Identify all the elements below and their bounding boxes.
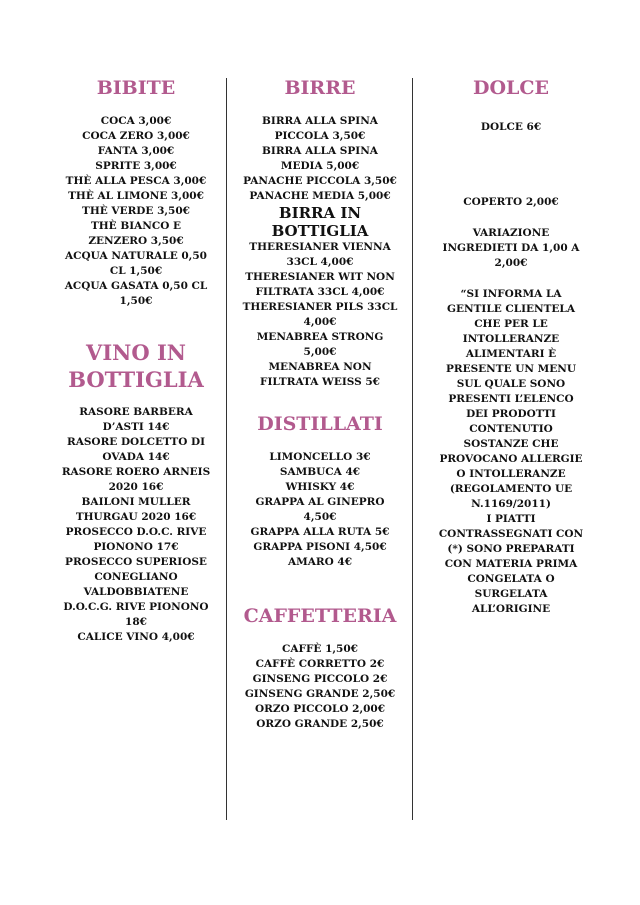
variazione-line: INGREDIETI DA 1,00 A [442,242,580,254]
notice-line: CONTRASSEGNATI CON [438,528,584,540]
list-item: ORZO GRANDE 2,50€ [256,718,384,730]
notice-line: I PIATTI [486,513,536,525]
list-item: THÈ AL LIMONE 3,00€ [68,190,204,202]
list-item: ACQUA GASATA 0,50 CL [64,280,208,292]
column-middle [240,76,400,732]
list-item: RASORE BARBERA [79,406,193,418]
birre-title: BIRRE [284,77,356,99]
list-item: GRAPPA PISONI 4,50€ [253,541,387,553]
notice-line: CONTENUTIO [469,423,553,435]
distillati-title: DISTILLATI [257,413,383,435]
list-item: THERESIANER VIENNA [249,241,391,253]
allergen-notice [426,287,596,617]
notice-line: CONGELATA O [467,573,555,585]
list-item: PROSECCO SUPERIOSE [65,556,207,568]
column-divider-left [226,78,227,820]
list-item: CAFFÈ 1,50€ [282,643,358,655]
birre-bottiglia-list [240,240,400,390]
list-item: BIRRA ALLA SPINA [262,115,378,127]
vino-list [48,405,224,645]
list-item: 5,00€ [303,346,337,358]
birra-bottiglia-heading [240,204,400,240]
list-item: THÈ ALLA PESCA 3,00€ [65,175,207,187]
list-item: SPRITE 3,00€ [95,160,177,172]
notice-line: PRESENTI L’ELENCO [448,393,574,405]
variazione-line: 2,00€ [494,257,528,269]
notice-line: INTOLLERANZE [462,333,560,345]
list-item: ZENZERO 3,50€ [88,235,184,247]
list-item: ACQUA NATURALE 0,50 [65,250,207,262]
bibite-list [48,114,224,309]
bibite-title: BIBITE [96,77,176,99]
notice-line: CON MATERIA PRIMA [444,558,578,570]
distillati-list [240,450,400,570]
list-item: PROSECCO D.O.C. RIVE [65,526,207,538]
vino-title-line1: VINO IN [86,340,186,365]
list-item: THÈ VERDE 3,50€ [82,205,190,217]
list-item: FANTA 3,00€ [97,145,175,157]
vino-title-line2: BOTTIGLIA [68,367,204,392]
notice-line: CHE PER LE [474,318,548,330]
notice-line: ALIMENTARI È [465,348,557,360]
list-item: FILTRATA 33CL 4,00€ [255,286,385,298]
variazione-note [426,226,596,271]
notice-line: N.1169/2011) [471,498,551,510]
notice-line: (REGOLAMENTO UE [449,483,573,495]
list-item: CL 1,50€ [109,265,163,277]
list-item: MENABREA STRONG [256,331,384,343]
list-item: COCA ZERO 3,00€ [82,130,190,142]
column-right [426,76,596,617]
list-item: MEDIA 5,00€ [280,160,360,172]
notice-line: GENTILE CLIENTELA [447,303,575,315]
list-item: THURGAU 2020 16€ [75,511,197,523]
list-item: D’ASTI 14€ [102,421,170,433]
dolce-item: DOLCE 6€ [480,121,542,133]
list-item: D.O.C.G. RIVE PIONONO [63,601,209,613]
list-item: AMARO 4€ [287,556,353,568]
list-item: PICCOLA 3,50€ [274,130,366,142]
notice-line: SOSTANZE CHE [463,438,559,450]
notice-line: DEI PRODOTTI [466,408,556,420]
notice-line: SUL QUALE SONO [456,378,566,390]
variazione-line: VARIAZIONE [472,227,550,239]
list-item: LIMONCELLO 3€ [269,451,371,463]
list-item: THERESIANER WIT NON [245,271,395,283]
list-item: 2020 16€ [108,481,164,493]
caffetteria-title: CAFFETTERIA [243,605,397,627]
list-item: COCA 3,00€ [100,115,172,127]
notice-line: PRESENTE UN MENU [445,363,577,375]
birra-bottiglia-line2: BOTTIGLIA [271,222,369,240]
list-item: SAMBUCA 4€ [279,466,361,478]
coperto-item: COPERTO 2,00€ [463,196,559,208]
dolce-title: DOLCE [473,77,549,99]
list-item: PIONONO 17€ [93,541,179,553]
list-item: GRAPPA ALLA RUTA 5€ [250,526,390,538]
notice-line: SURGELATA [474,588,548,600]
list-item: GRAPPA AL GINEPRO [255,496,385,508]
notice-line: ALL’ORIGINE [471,603,551,615]
list-item: GINSENG GRANDE 2,50€ [244,688,396,700]
column-divider-right [412,78,413,820]
list-item: CAFFÈ CORRETTO 2€ [255,658,385,670]
list-item: CONEGLIANO [94,571,178,583]
list-item: PANACHE MEDIA 5,00€ [249,190,391,202]
list-item: WHISKY 4€ [285,481,355,493]
list-item: 33CL 4,00€ [286,256,354,268]
vino-title [48,339,224,393]
birra-bottiglia-line1: BIRRA IN [278,204,362,222]
list-item: 4,50€ [303,511,337,523]
list-item: PANACHE PICCOLA 3,50€ [243,175,397,187]
list-item: THERESIANER PILS 33CL [242,301,398,313]
list-item: VALDOBBIATENE [83,586,189,598]
caffetteria-list [240,642,400,732]
notice-line: (*) SONO PREPARATI [447,543,575,555]
list-item: BAILONI MULLER [81,496,191,508]
list-item: BIRRA ALLA SPINA [262,145,378,157]
list-item: 1,50€ [119,295,153,307]
birre-spina-list [240,114,400,204]
list-item: RASORE DOLCETTO DI [66,436,206,448]
list-item: THÈ BIANCO E [90,220,182,232]
list-item: MENABREA NON [268,361,372,373]
list-item: 18€ [125,616,147,628]
column-left [48,76,224,645]
notice-line: “SI INFORMA LA [460,288,562,300]
list-item: CALICE VINO 4,00€ [77,631,195,643]
list-item: OVADA 14€ [102,451,170,463]
notice-line: PROVOCANO ALLERGIE [439,453,583,465]
list-item: GINSENG PICCOLO 2€ [252,673,388,685]
list-item: ORZO PICCOLO 2,00€ [254,703,386,715]
list-item: FILTRATA WEISS 5€ [260,376,380,388]
list-item: RASORE ROERO ARNEIS [61,466,211,478]
list-item: 4,00€ [303,316,337,328]
notice-line: O INTOLLERANZE [456,468,566,480]
